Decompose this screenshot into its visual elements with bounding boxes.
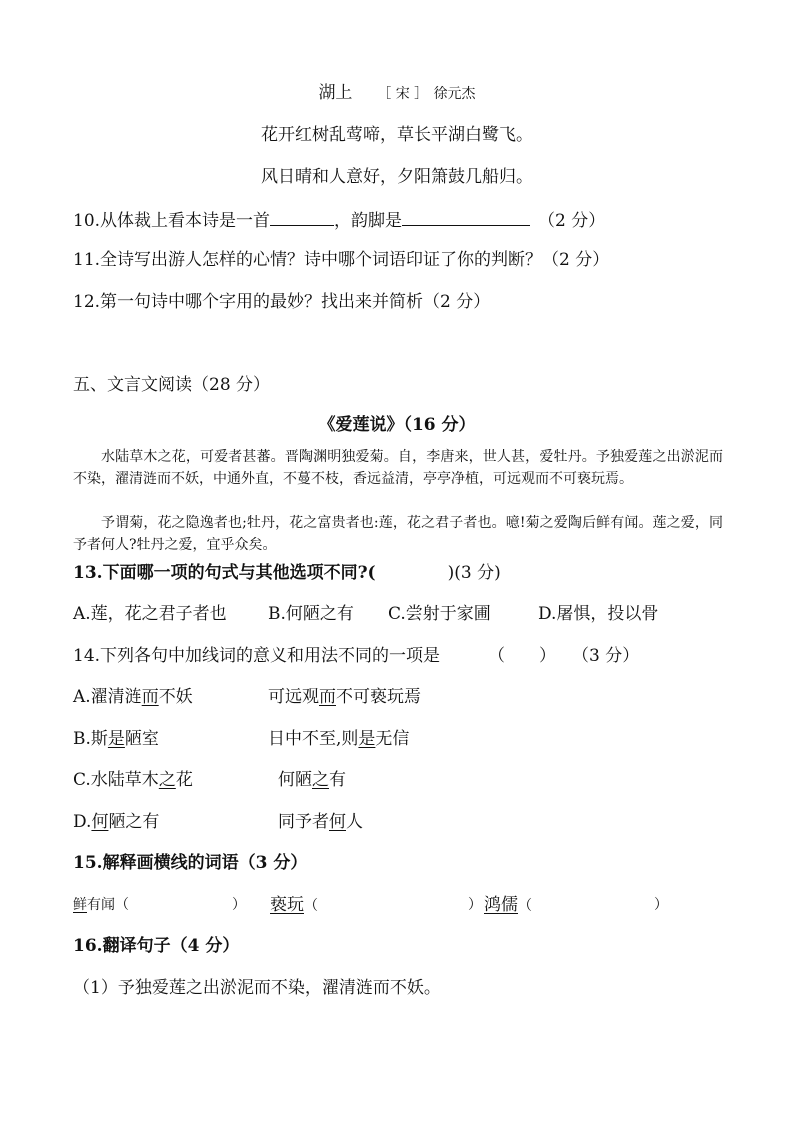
q15-stem: 15.解释画横线的词语（3 分） [73, 853, 308, 873]
underlined-word: 而 [141, 687, 159, 707]
q16-stem: 16.翻译句子（4 分） [73, 936, 240, 956]
q13-option-b: B.何陋之有 [268, 604, 354, 624]
q14-paren[interactable]: （ ） [488, 646, 556, 666]
underlined-word: 而 [319, 687, 336, 707]
q14-stem: 14.下列各句中加线词的意义和用法不同的一项是 [73, 646, 441, 666]
underlined-word: 鸿儒 [484, 895, 518, 915]
q10-text-a: 10.从体裁上看本诗是一首 [73, 211, 271, 231]
question-15 [73, 852, 307, 874]
poem-author: 徐元杰 [433, 86, 476, 102]
q10-blank-rhyme[interactable] [402, 207, 530, 226]
underlined-word: 鲜 [73, 897, 87, 913]
question-16 [73, 935, 239, 957]
q10-text-b: ，韵脚是 [334, 211, 403, 231]
q13-option-a: A.莲，花之君子者也 [73, 604, 227, 624]
section-5-heading: 五、文言文阅读（28 分） [73, 375, 271, 395]
underlined-word: 之 [312, 770, 329, 790]
underlined-word: 亵玩 [270, 895, 304, 915]
underlined-word: 是 [358, 729, 376, 749]
poem-line-1: 花开红树乱莺啼，草长平湖白鹭飞。 [261, 125, 533, 145]
poem-title-line [0, 82, 794, 106]
poem-title: 湖上 [318, 83, 353, 103]
underlined-word: 是 [107, 729, 125, 749]
q10-blank-genre[interactable] [270, 207, 334, 226]
q13-option-c: C.尝射于家圃 [388, 604, 491, 624]
underlined-word: 何 [91, 812, 109, 832]
question-12: 12.第一句诗中哪个字用的最妙？找出来并简析（2 分） [73, 292, 491, 312]
q13-stem-end: )(3 分) [447, 563, 501, 583]
q14-score: （3 分） [572, 646, 640, 666]
underlined-word: 何 [329, 812, 346, 832]
underlined-word: 之 [158, 770, 176, 790]
passage-paragraph-2: 予谓菊，花之隐逸者也;牡丹，花之富贵者也:莲，花之君子者也。噫!菊之爱陶后鲜有闻。莲之爱，同予者何人?牡丹之爱，宜乎众矣。 [73, 515, 723, 553]
poem-line-2: 风日晴和人意好，夕阳箫鼓几船归。 [261, 167, 533, 187]
q10-score: （2 分） [538, 211, 606, 231]
q16-sentence-1: （1）予独爱莲之出淤泥而不染，濯清涟而不妖。 [73, 978, 441, 998]
question-13 [73, 562, 501, 584]
passage-paragraph-1: 水陆草木之花，可爱者甚蕃。晋陶渊明独爱菊。自，李唐来，世人甚，爱牡丹。予独爱莲之出淤泥而不染，濯清涟而不妖，中通外直，不蔓不枝，香远益清，亭亭净植，可远观而不可亵玩焉。 [73, 449, 723, 487]
question-11: 11.全诗写出游人怎样的心情？诗中哪个词语印证了你的判断？（2 分） [73, 250, 610, 270]
question-10 [73, 207, 605, 232]
poem-dynasty: ［ 宋 ］ [377, 86, 429, 102]
q13-stem: 13.下面哪一项的句式与其他选项不同?( [73, 563, 376, 583]
document-page: 湖上 ［ 宋 ］ 徐元杰 花开红树乱莺啼，草长平湖白鹭飞。 风日晴和人意好，夕阳箫鼓几船归。 10.从体裁上看本诗是一首 ，韵脚是 （2 分） 11.全诗写出游人怎样的心情？诗中哪个词语印证了你的判断？（2 分） 12.第一句诗中哪个字用的最妙？找出来并简析（2 分） 五、文言文阅读（28 分） 《爱莲说》（16 分） 水陆草木之花，可爱者甚蕃。晋陶渊明独爱菊。自，李唐来，世人甚，爱牡丹。予独爱莲之出淤泥而不染，濯清涟而不妖，中通外直，不蔓不枝，香远益清，亭亭净植，可远观而不可亵玩焉。 予谓菊，花之隐逸者也;牡丹，花之富贵者也:莲，花之君子者也。噫!菊之爱陶后鲜有闻。莲之爱，同予者何人?牡丹之爱，宜乎众矣。 13.下面哪一项的句式与其他选项不同?( )(3 分) A.莲，花之君子者也 B.何陋之有 C.尝射于家圃 D.屠惧，投以骨 14.下列各句中加线词的意义和用法不同的一项是 （ ） （3 分） A.濯清涟而不妖 可远观而不可亵玩焉 B.斯是陋室 日中不至,则是无信 C.水陆草木之花 何陋之有 D.何陋之有 同予者何人 15.解释画横线的词语（3 分） 鲜有闻（ ） 亵玩（ ） 鸿儒（ ） 16.翻译句子（4 分） （1）予独爱莲之出淤泥而不染，濯清涟而不妖。 [0, 0, 794, 1122]
passage-title: 《爱莲说》（16 分） [318, 415, 476, 435]
q13-option-d: D.屠惧，投以骨 [538, 604, 659, 624]
